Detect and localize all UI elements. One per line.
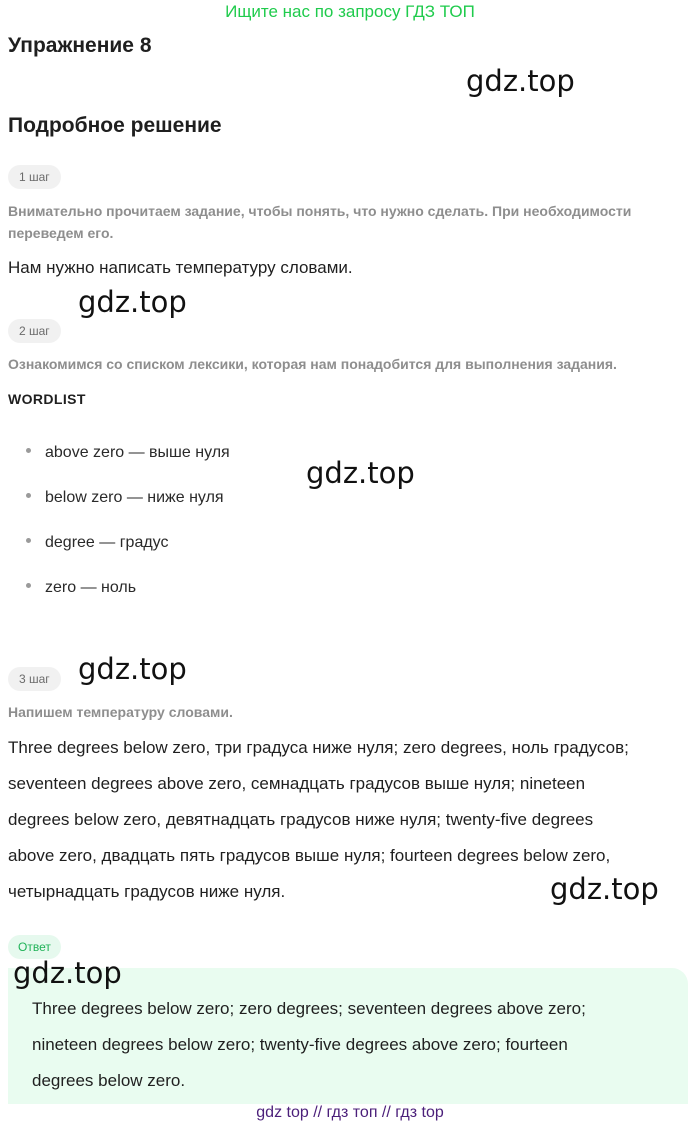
step-2-hint: Ознакомимся со списком лексики, которая нам понадобится для выполнения задания. [8, 356, 617, 372]
answer-badge: Ответ [8, 935, 61, 959]
exercise-title: Упражнение 8 [8, 34, 152, 57]
text-line: degrees below zero, девятнадцать градусов ниже нуля; twenty-five degrees [8, 810, 594, 829]
step-2-badge: 2 шаг [8, 319, 61, 343]
bullet-icon [26, 448, 31, 453]
list-item: degree — градус [26, 534, 169, 552]
solution-title: Подробное решение [8, 114, 222, 137]
watermark: gdz.top [78, 285, 187, 319]
watermark: gdz.top [78, 652, 187, 686]
list-item: zero — ноль [26, 579, 136, 597]
watermark: gdz.top [306, 456, 415, 490]
list-item: above zero — выше нуля [26, 444, 230, 462]
footer-links[interactable]: gdz top // гдз топ // гдз top [256, 1104, 444, 1121]
watermark: gdz.top [550, 872, 659, 906]
step-3-badge: 3 шаг [8, 667, 61, 691]
watermark: gdz.top [466, 64, 575, 98]
text-line: Three degrees below zero; zero degrees; seventeen degrees above zero; [32, 999, 586, 1018]
bullet-icon [26, 583, 31, 588]
search-banner[interactable]: Ищите нас по запросу ГДЗ ТОП [225, 2, 475, 21]
bullet-icon [26, 493, 31, 498]
text-line: seventeen degrees above zero, семнадцать градусов выше нуля; nineteen [8, 774, 586, 793]
step-1-hint: Внимательно прочитаем задание, чтобы понять, что нужно сделать. При необходимости переведем его. [8, 203, 632, 241]
step-1-text: Нам нужно написать температуру словами. [8, 258, 353, 277]
list-item: below zero — ниже нуля [26, 489, 224, 507]
step-1-badge: 1 шаг [8, 165, 61, 189]
wordlist-heading: WORDLIST [8, 391, 86, 407]
watermark: gdz.top [13, 956, 122, 990]
answer-text [32, 991, 664, 1099]
text-line: degrees below zero. [32, 1071, 186, 1090]
text-line: nineteen degrees below zero; twenty-five degrees above zero; fourteen [32, 1035, 568, 1054]
text-line: above zero, двадцать пять градусов выше нуля; fourteen degrees below zero, [8, 846, 611, 865]
bullet-icon [26, 538, 31, 543]
text-line: Three degrees below zero, три градуса ниже нуля; zero degrees, ноль градусов; [8, 738, 629, 757]
text-line: четырнадцать градусов ниже нуля. [8, 882, 286, 901]
step-3-hint: Напишем температуру словами. [8, 704, 233, 720]
